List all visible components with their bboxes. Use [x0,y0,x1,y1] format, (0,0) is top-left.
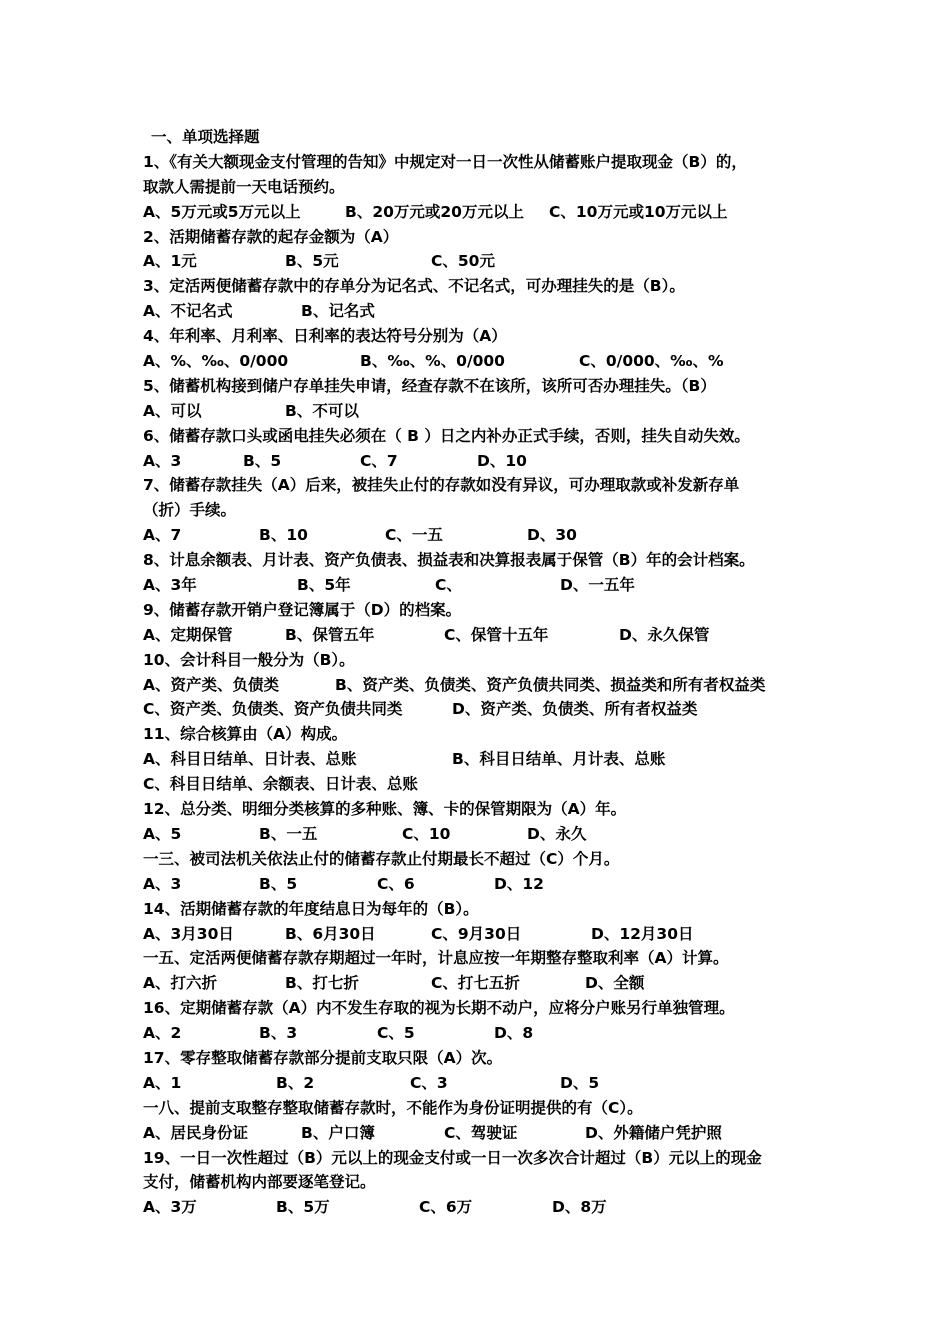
answer-option: B、5年 [297,576,351,595]
question-line: 3、定活两便储蓄存款中的存单分为记名式、不记名式，可办理挂失的是（B）。 [143,277,685,296]
answer-option: C、7 [360,451,398,470]
question-line: 一五、定活两便储蓄存款存期超过一年时，计息应按一年期整存整取利率（A）计算。 [143,949,729,968]
answer-option: A、5万元或5万元以上 [143,202,301,221]
answer-option: D、全额 [585,974,645,993]
answer-option: C、6 [377,874,415,893]
options-row [143,872,823,897]
answer-option: B、科目日结单、月计表、总账 [452,750,666,769]
answer-option: C、0/000、‰、% [579,352,724,371]
answer-option: A、居民身份证 [143,1123,248,1142]
options-row [143,299,823,324]
answer-option: D、外籍储户凭护照 [585,1123,722,1142]
question-line: 17、零存整取储蓄存款部分提前支取只限（A）次。 [143,1048,503,1067]
question-line: 一八、提前支取整存整取储蓄存款时，不能作为身份证明提供的有（C）。 [143,1098,643,1117]
options-row [143,573,823,598]
question-line: 4、年利率、月利率、日利率的表达符号分别为（A） [143,327,507,346]
answer-option: C、保管十五年 [444,625,549,644]
options-row [143,922,823,947]
answer-option: B、5 [259,874,298,893]
answer-option: A、5 [143,824,182,843]
options-row [143,249,823,274]
question-line: 10、会计科目一般分为（B）。 [143,650,355,669]
question-line: 9、储蓄存款开销户登记簿属于（D）的档案。 [143,600,462,619]
answer-option: A、7 [143,526,182,545]
options-row [143,971,823,996]
answer-option: D、5 [560,1073,600,1092]
answer-option: C、10 [402,824,451,843]
answer-option: D、资产类、负债类、所有者权益类 [452,700,698,719]
options-row [143,200,823,225]
answer-option: B、3 [259,1024,298,1043]
question-line: 1、《有关大额现金支付管理的告知》中规定对一日一次性从储蓄账户提取现金（B）的， [143,152,747,171]
answer-option: B、5元 [285,252,339,271]
options-row [143,673,823,698]
answer-option: C、驾驶证 [444,1123,518,1142]
options-row [143,449,823,474]
answer-option: B、5 [243,451,282,470]
answer-option: B、10 [259,526,308,545]
answer-option: C、资产类、负债类、资产负债共同类 [143,700,403,719]
answer-option: A、不记名式 [143,302,233,321]
question-line: 2、活期储蓄存款的起存金额为（A） [143,227,399,246]
question-line: 一三、被司法机关依法止付的储蓄存款止付期最长不超过（C）个月。 [143,849,620,868]
answer-option: B、资产类、负债类、资产负债共同类、损益类和所有者权益类 [335,675,766,694]
answer-option: D、永久保管 [619,625,710,644]
answer-option: A、定期保管 [143,625,233,644]
answer-option: B、打七折 [285,974,359,993]
options-row [143,1121,823,1146]
answer-option: D、8万 [552,1198,607,1217]
answer-option: A、可以 [143,401,202,420]
answer-option: C、5 [377,1024,415,1043]
answer-option: B、记名式 [301,302,375,321]
question-line: 支付，储蓄机构内部要逐笔登记。 [143,1173,376,1192]
options-row [143,822,823,847]
answer-option: A、科目日结单、日计表、总账 [143,750,357,769]
options-row [143,747,823,772]
answer-option: C、3 [410,1073,448,1092]
answer-option: B、一五 [259,824,318,843]
answer-option: D、10 [477,451,527,470]
question-line: C、科目日结单、余额表、日计表、总账 [143,775,418,794]
question-line: 5、储蓄机构接到储户存单挂失申请，经查存款不在该所，该所可否办理挂失。（B） [143,376,716,395]
answer-option: A、3 [143,874,182,893]
answer-option: B、保管五年 [285,625,375,644]
answer-option: A、%、‰、0/000 [143,352,289,371]
answer-option: A、打六折 [143,974,217,993]
question-line: 11、综合核算由（A）构成。 [143,725,348,744]
answer-option: A、3月30日 [143,924,234,943]
question-line: 14、活期储蓄存款的年度结息日为每年的（B）。 [143,899,479,918]
answer-option: B、20万元或20万元以上 [345,202,524,221]
answer-option: D、一五年 [560,576,635,595]
answer-option: C、一五 [385,526,443,545]
answer-option: C、打七五折 [431,974,520,993]
answer-option: D、12月30日 [591,924,694,943]
options-row [143,1071,823,1096]
answer-option: C、50元 [431,252,495,271]
answer-option: A、资产类、负债类 [143,675,279,694]
question-line: 12、总分类、明细分类核算的多种账、簿、卡的保管期限为（A）年。 [143,800,627,819]
answer-option: A、3万 [143,1198,197,1217]
answer-option: B、不可以 [285,401,359,420]
answer-option: B、2 [276,1073,315,1092]
document-page [143,125,823,1220]
answer-option: A、2 [143,1024,182,1043]
answer-option: B、‰、%、0/000 [360,352,505,371]
answer-option: C、 [435,576,462,595]
answer-option: C、10万元或10万元以上 [549,202,728,221]
options-row [143,697,823,722]
options-row [143,1195,823,1220]
question-line: 8、计息余额表、月计表、资产负债表、损益表和决算报表属于保管（B）年的会计档案。 [143,551,755,570]
options-row [143,399,823,424]
answer-option: A、1 [143,1073,182,1092]
answer-option: B、户口簿 [301,1123,375,1142]
answer-option: D、12 [494,874,544,893]
question-line: （折）手续。 [143,501,237,520]
question-line: 取款人需提前一天电话预约。 [143,177,345,196]
question-line: 6、储蓄存款口头或函电挂失必须在（ B ）日之内补办正式手续，否则，挂失自动失效。 [143,426,750,445]
answer-option: D、8 [494,1024,534,1043]
answer-option: A、3 [143,451,182,470]
options-row [143,623,823,648]
answer-option: D、30 [527,526,577,545]
answer-option: B、5万 [276,1198,330,1217]
question-line: 16、定期储蓄存款（A）内不发生存取的视为长期不动户，应将分户账另行单独管理。 [143,999,735,1018]
answer-option: B、6月30日 [285,924,376,943]
options-row [143,1021,823,1046]
options-row [143,523,823,548]
question-line: 7、储蓄存款挂失（A）后来，被挂失止付的存款如没有异议，可办理取款或补发新存单 [143,476,740,495]
answer-option: D、永久 [527,824,587,843]
section-title: 一、单项选择题 [151,128,260,146]
question-list [143,150,823,1220]
answer-option: C、6万 [419,1198,473,1217]
answer-option: C、9月30日 [431,924,522,943]
answer-option: A、1元 [143,252,197,271]
question-line: 19、一日一次性超过（B）元以上的现金支付或一日一次多次合计超过（B）元以上的现金 [143,1148,762,1167]
answer-option: A、3年 [143,576,197,595]
options-row [143,349,823,374]
